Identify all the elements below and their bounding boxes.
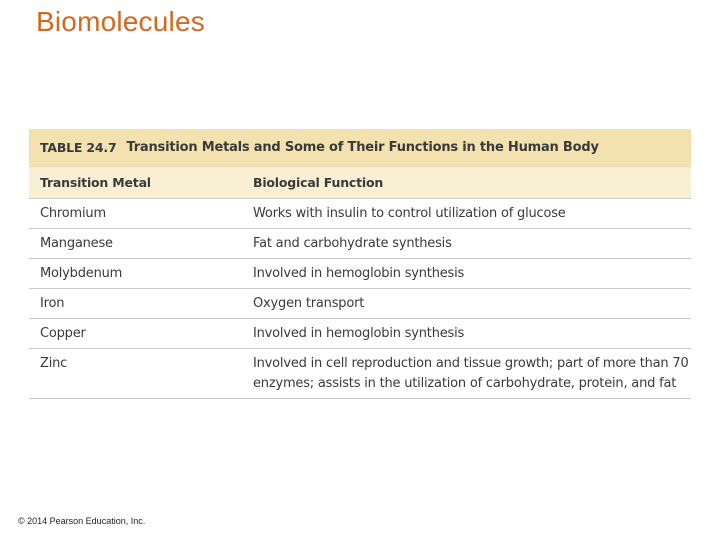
table-row xyxy=(29,198,691,229)
metal-cell: Molybdenum xyxy=(40,266,123,281)
table-row xyxy=(29,229,691,259)
transition-metals-table xyxy=(29,129,691,399)
table-row xyxy=(29,319,691,349)
metal-cell: Zinc xyxy=(40,356,68,371)
function-cell: Fat and carbohydrate synthesis xyxy=(253,236,452,251)
slide-title: Biomolecules xyxy=(36,6,205,37)
table-row xyxy=(29,259,691,289)
table-number: TABLE 24.7 xyxy=(40,140,117,155)
function-cell: Works with insulin to control utilization of glucose xyxy=(253,206,566,221)
table-caption-text: Transition Metals and Some of Their Functions in the Human Body xyxy=(126,140,599,155)
table-header-row xyxy=(29,166,691,198)
metal-cell: Copper xyxy=(40,326,86,341)
function-cell: Involved in hemoglobin synthesis xyxy=(253,266,465,281)
function-cell: Involved in cell reproduction and tissue growth; part of more than 70 enzymes; assists in the utilization of carbohydrate, protein, and fat xyxy=(253,356,689,391)
metal-cell: Manganese xyxy=(40,236,113,251)
function-cell: Oxygen transport xyxy=(253,296,365,311)
metal-cell: Chromium xyxy=(40,206,106,221)
table-row xyxy=(29,289,691,319)
column-header-function: Biological Function xyxy=(253,175,384,190)
copyright-footer: © 2014 Pearson Education, Inc. xyxy=(18,516,146,526)
table-row xyxy=(29,349,691,399)
function-cell: Involved in hemoglobin synthesis xyxy=(253,326,465,341)
metal-cell: Iron xyxy=(40,296,65,311)
column-header-metal: Transition Metal xyxy=(40,175,151,190)
table-caption xyxy=(29,129,691,166)
